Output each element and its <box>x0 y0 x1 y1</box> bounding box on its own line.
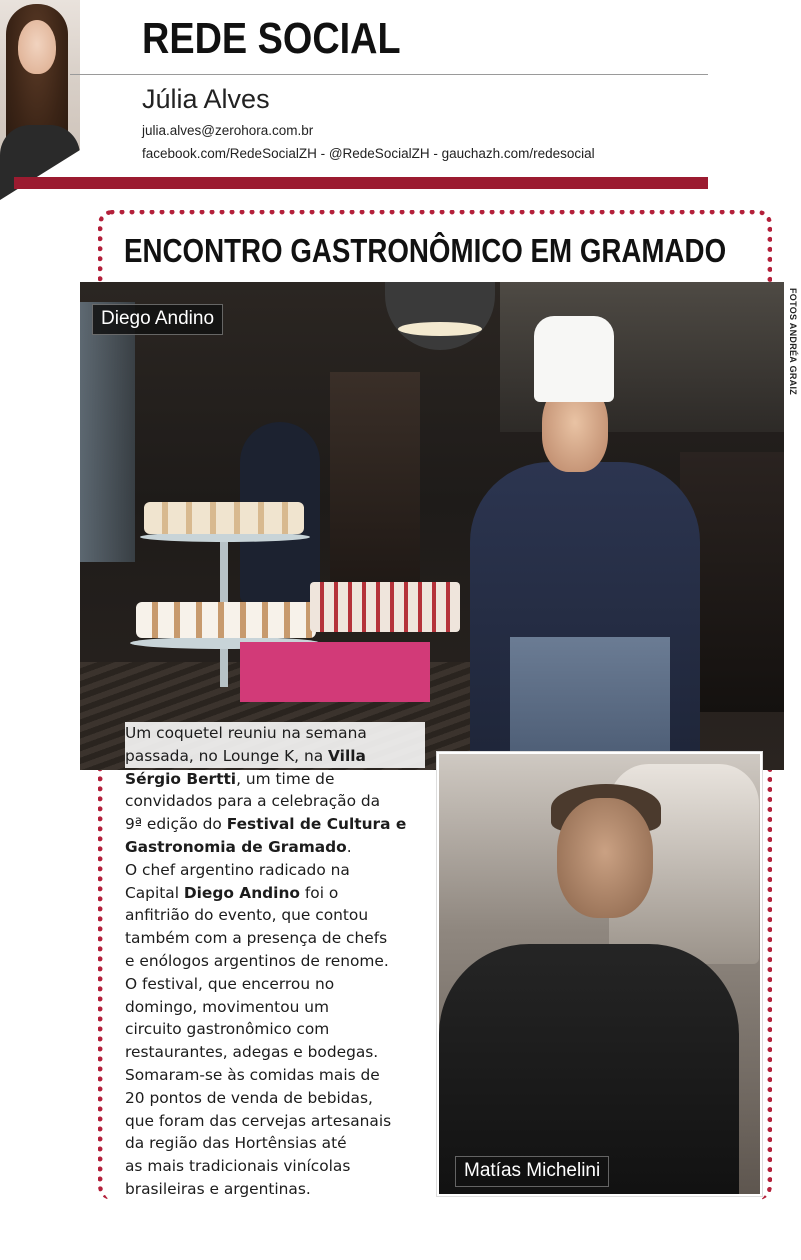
article-text: , um time de <box>236 769 335 788</box>
article-text: anfitrião do evento, que contou <box>125 906 369 925</box>
photo-credit: FOTOS ANDRÉA GRAIZ <box>788 288 798 396</box>
feature-title: ENCONTRO GASTRONÔMICO EM GRAMADO <box>124 232 727 269</box>
article-line <box>125 950 425 973</box>
photo-chef-hat <box>534 316 614 402</box>
article-line <box>125 996 425 1019</box>
photo-window <box>80 302 135 562</box>
column-title: REDE SOCIAL <box>142 14 401 63</box>
column-header <box>0 0 801 200</box>
second-photo-portrait <box>437 752 762 1196</box>
article-text: domingo, movimentou um <box>125 997 330 1016</box>
article-line <box>125 768 425 791</box>
article-text: 20 pontos de venda de bebidas, <box>125 1088 373 1107</box>
author-photo <box>0 0 80 200</box>
main-photo-chef-buffet <box>80 282 784 770</box>
article-line <box>125 1018 425 1041</box>
photo-pastries-bottom <box>136 602 316 638</box>
article-text: brasileiras e argentinas. <box>125 1179 311 1198</box>
article-text: . <box>346 837 352 856</box>
article-line <box>125 836 425 859</box>
article-body <box>125 722 425 1201</box>
author-email[interactable]: julia.alves@zerohora.com.br <box>142 123 314 138</box>
article-text: convidados para a celebração da <box>125 792 381 811</box>
article-line <box>125 859 425 882</box>
article-text: restaurantes, adegas e bodegas. <box>125 1043 379 1062</box>
article-text: que foram das cervejas artesanais <box>125 1111 392 1130</box>
header-color-bar <box>14 177 708 189</box>
photo-pink-display <box>240 642 430 702</box>
author-face <box>18 20 56 74</box>
article-text: 9ª edição do <box>125 815 227 834</box>
article-line <box>125 1155 425 1178</box>
photo-pastries-top <box>144 502 304 534</box>
article-text: O chef argentino radicado na <box>125 860 350 879</box>
article-line <box>125 1041 425 1064</box>
article-line <box>125 1110 425 1133</box>
article-line <box>125 1132 425 1155</box>
article-text: circuito gastronômico com <box>125 1020 330 1039</box>
article-line <box>125 882 425 905</box>
article-line <box>125 904 425 927</box>
article-text: Somaram-se às comidas mais de <box>125 1065 380 1084</box>
article-line <box>125 927 425 950</box>
photo-lamp <box>385 282 495 350</box>
photo-chef-apron <box>510 637 670 770</box>
photo-sweets-tray <box>310 582 460 632</box>
article-line <box>125 790 425 813</box>
author-name: Júlia Alves <box>142 84 270 114</box>
article-text: Um coquetel reuniu na semana <box>125 724 367 742</box>
article-bold-text: Festival de Cultura e <box>226 815 407 834</box>
article-bold-text: Diego Andino <box>183 883 300 902</box>
article-line <box>125 813 425 836</box>
article-line <box>125 1087 425 1110</box>
article-line <box>125 1064 425 1087</box>
article-line <box>125 722 425 745</box>
article-bold-text: Villa <box>328 746 366 765</box>
photo-lamp-glow <box>398 322 482 336</box>
article-text: da região das Hortênsias até <box>125 1134 347 1153</box>
header-divider <box>70 74 708 75</box>
article-bold-text: Sérgio Bertti <box>125 769 237 788</box>
author-social-links[interactable]: facebook.com/RedeSocialZH - @RedeSocialZH - gauchazh.com/redesocial <box>142 146 595 161</box>
article-text: as mais tradicionais vinícolas <box>125 1157 351 1176</box>
article-line <box>125 973 425 996</box>
article-bold-text: Gastronomia de Gramado <box>125 837 347 856</box>
article-text: foi o <box>300 883 339 902</box>
photo-man-head <box>557 798 653 918</box>
article-text: e enólogos argentinos de renome. <box>125 951 389 970</box>
main-photo-caption: Diego Andino <box>92 304 223 335</box>
article-line <box>125 745 425 768</box>
article-text: O festival, que encerrou no <box>125 974 335 993</box>
article-line <box>125 1178 425 1201</box>
second-photo-caption: Matías Michelini <box>455 1156 609 1187</box>
article-text: Capital <box>125 883 184 902</box>
article-text: passada, no Lounge K, na <box>125 746 329 765</box>
article-text: também com a presença de chefs <box>125 929 388 948</box>
